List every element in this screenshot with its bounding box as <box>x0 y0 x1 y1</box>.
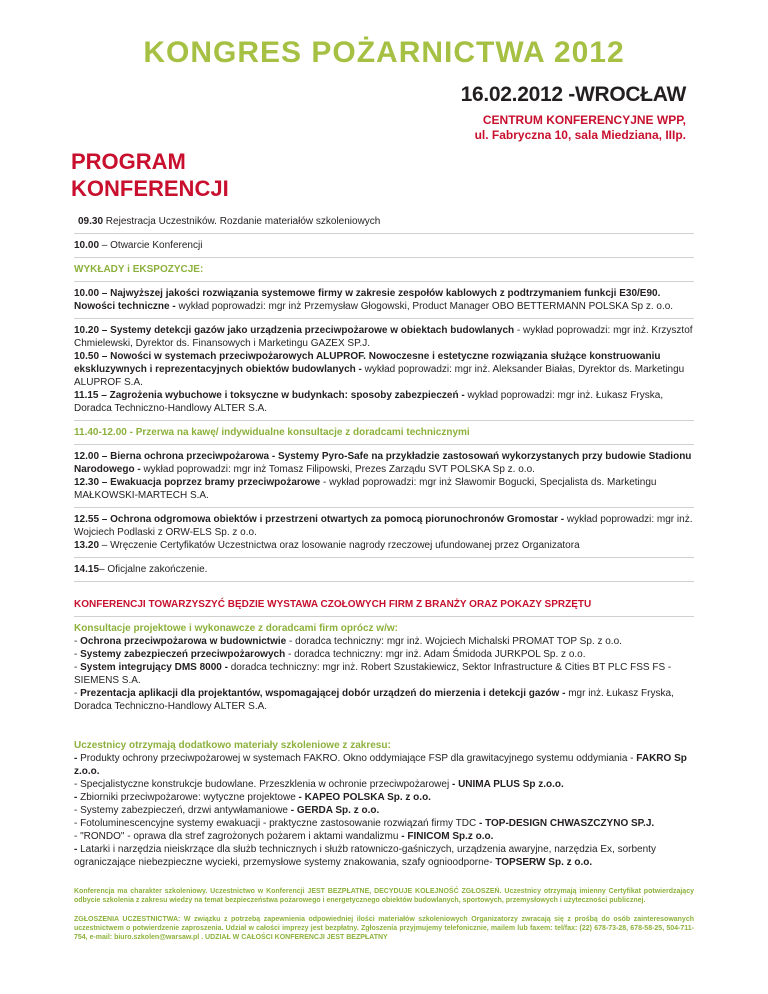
divider <box>74 281 694 282</box>
footer-registration: ZGŁOSZENIA UCZESTNICTWA: W związku z potrzebą zapewnienia odpowiedniej ilości materiałów szkoleniowych Organizatorzy zwracają się z prośbą do osób zainteresowanych uczestnictwem o potwierdzenie zaproszenia. Udział w całości imprezy jest bezpłatny. Zgłoszenia przyjmujemy telefonicznie, mailem lub faxem: tel/fax: (22) 678-73-28, 678-58-25, 504-711-754, e-mail: biuro.szkolen@warsaw.pl . UDZIAŁ W CAŁOŚCI KONFERENCJI JEST BEZPŁATNY <box>74 916 694 941</box>
agenda-item-1230: 12.30 – Ewakuacja poprzez bramy przeciwpożarowe - wykład poprowadzi: mgr inż Sławomir Bogucki, Specjalista ds. Marketingu MAŁKOWSKI-MARTECH S.A. <box>74 477 657 501</box>
consultation-item-3: - System integrujący DMS 8000 - doradca techniczny: mgr inż. Robert Szustakiewicz, Sektor Infrastructure & Cities BT PLC FSS FS - SIEMENS S.A. <box>74 662 672 686</box>
materials-item-5: - Fotoluminescencyjne systemy ewakuacji - praktyczne zastosowanie rozwiązań firmy TDC - TOP-DESIGN CHWASZCZYNO SP.J. <box>74 818 655 829</box>
consultation-item-4: - Prezentacja aplikacji dla projektantów, wspomagającej dobór urządzeń do mierzenia i detekcji gazów - mgr inż. Łukasz Fryska, Doradca Techniczno-Handlowy ALTER S.A. <box>74 688 674 712</box>
materials-heading: Uczestnicy otrzymają dodatkowo materiały szkoleniowe z zakresu: <box>74 740 391 751</box>
materials-item-1: - Produkty ochrony przeciwpożarowej w systemach FAKRO. Okno oddymiające FSP dla grawitacyjnego systemu oddymiania - FAKRO Sp z.o.o. <box>74 753 687 777</box>
divider <box>74 616 694 617</box>
materials-item-4: - Systemy zabezpieczeń, drzwi antywłamaniowe - GERDA Sp. z o.o. <box>74 805 380 816</box>
consultation-item-1: - Ochrona przeciwpożarowa w budownictwie - doradca techniczny: mgr inż. Wojciech Michalski PROMAT TOP Sp. z o.o. <box>74 636 622 647</box>
divider <box>74 581 694 582</box>
venue-line-2: ul. Fabryczna 10, sala Miedziana, IIIp. <box>474 128 686 142</box>
materials-item-2: - Specjalistyczne konstrukcje budowlane. Przeszklenia w ochronie przeciwpożarowej - UNIMA PLUS Sp z.o.o. <box>74 779 564 790</box>
materials-item-6: - "RONDO" - oprawa dla stref zagrożonych pożarem i aktami wandalizmu - FINICOM Sp.z o.o. <box>74 831 494 842</box>
agenda-item-1200: 12.00 – Bierna ochrona przeciwpożarowa - Systemy Pyro-Safe na przykładzie zastosowań wykorzystanych przy budowie Stadionu Narodowego - wykład poprowadzi: mgr inż Tomasz Filipowski, Prezes Zarządu SVT POLSKA Sp z. o.o. <box>74 451 692 475</box>
agenda-item-1000: 10.00 – Najwyższej jakości rozwiązania systemowe firmy w zakresie zespołów kablowych z podtrzymaniem funkcji E30/E90. Nowości techniczne - wykład poprowadzi: mgr inż Przemysław Głogowski, Product Manager OBO BETTERMANN POLSKA Sp z. o.o. <box>74 288 674 312</box>
divider <box>74 557 694 558</box>
agenda-item-1050: 10.50 – Nowości w systemach przeciwpożarowych ALUPROF. Nowoczesne i estetyczne rozwiązania służące konstruowaniu ekskluzywnych i reprezentacyjnych obiektów budowlanych - wykład poprowadzi: mgr inż. Aleksander Białas, Dyrektor ds. Marketingu ALUPROF S.A. <box>74 351 685 388</box>
congress-title: KONGRES POŻARNICTWA 2012 <box>143 36 625 69</box>
venue <box>475 113 686 143</box>
agenda-item-1020: 10.20 – Systemy detekcji gazów jako urządzenia przeciwpożarowe w obiektach budowlanych - wykład poprowadzi: mgr inż. Krzysztof Chmielewski, Dyrektor ds. Finansowych i Marketingu GAZEX SP.J. <box>74 325 693 349</box>
divider <box>74 420 694 421</box>
agenda-opening: 10.00 – Otwarcie Konferencji <box>74 240 203 251</box>
program-content <box>74 215 694 942</box>
divider <box>74 257 694 258</box>
agenda-break: 11.40-12.00 - Przerwa na kawę/ indywidualne konsultacje z doradcami technicznymi <box>74 427 470 438</box>
divider <box>74 444 694 445</box>
divider <box>74 318 694 319</box>
agenda-item-1115: 11.15 – Zagrożenia wybuchowe i toksyczne w budynkach: sposoby zabezpieczeń - wykład poprowadzi: mgr inż. Łukasz Fryska, Doradca Techniczno-Handlowy ALTER S.A. <box>74 390 664 414</box>
agenda-item-1415: 14.15– Oficjalne zakończenie. <box>74 564 208 575</box>
event-date: 16.02.2012 -WROCŁAW <box>460 83 686 106</box>
agenda-item-1320: 13.20 – Wręczenie Certyfikatów Uczestnictwa oraz losowanie nagrody rzeczowej ufundowanej przez Organizatora <box>74 540 580 551</box>
consultation-item-2: - Systemy zabezpieczeń przeciwpożarowych - doradca techniczny: mgr inż. Adam Śmidoda JURKPOL Sp. z o.o. <box>74 649 586 660</box>
program-heading-line-1: PROGRAM <box>71 149 186 174</box>
venue-line-1: CENTRUM KONFERENCYJNE WPP, <box>482 113 686 127</box>
program-heading <box>71 148 229 202</box>
materials-item-7: - Latarki i narzędzia nieiskrzące dla służb technicznych i służb ratowniczo-gaśniczych, urządzenia awaryjne, narzędzia Ex, sorbenty ograniczające niebezpieczne wycieki, przemysłowe systemy znakowania, szafy ognioodporne- TOPSERW Sp. z o.o. <box>74 844 656 868</box>
divider <box>74 507 694 508</box>
consultations-heading: Konsultacje projektowe i wykonawcze z doradcami firm oprócz w/w: <box>74 623 398 634</box>
footer-note: Konferencja ma charakter szkoleniowy. Uczestnictwo w Konferencji JEST BEZPŁATNE, DECYDUJE KOLEJNOŚĆ ZGŁOSZEŃ. Uczestnicy otrzymają imienny Certyfikat potwierdzający odbycie szkolenia z zakresu wiedzy na temat bezpieczeństwa pożarowego i energetycznego obiektów budowlanych, sportowych, przemysłowych i użyteczności publicznej. <box>74 888 694 904</box>
agenda-item-1255: 12.55 – Ochrona odgromowa obiektów i przestrzeni otwartych za pomocą piorunochronów Gromostar - wykład poprowadzi: mgr inż. Wojciech Podlaski z ORW-ELS Sp. z o.o. <box>74 514 693 538</box>
program-heading-line-2: KONFERENCJI <box>71 176 229 201</box>
agenda-registration: 09.30 Rejestracja Uczestników. Rozdanie materiałów szkoleniowych <box>78 216 381 227</box>
exhibition-heading: KONFERENCJI TOWARZYSZYĆ BĘDZIE WYSTAWA CZOŁOWYCH FIRM Z BRANŻY ORAZ POKAZY SPRZĘTU <box>74 599 592 610</box>
divider <box>74 233 694 234</box>
materials-item-3: - Zbiorniki przeciwpożarowe: wytyczne projektowe - KAPEO POLSKA Sp. z o.o. <box>74 792 431 803</box>
section-lectures-heading: WYKŁADY i EKSPOZYCJE: <box>74 264 204 275</box>
